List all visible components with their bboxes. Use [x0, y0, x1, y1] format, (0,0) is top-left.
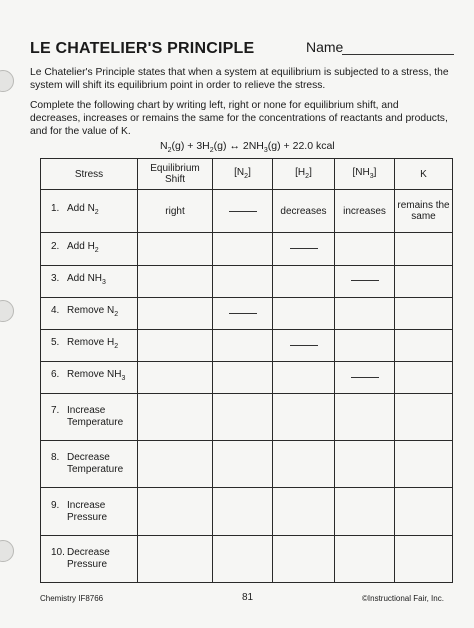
reaction-equation: [160, 140, 335, 154]
table-row: [41, 190, 453, 233]
name-label: Name: [306, 39, 344, 55]
stress-cell: 7. Increase Temperature: [41, 394, 138, 441]
shift-cell[interactable]: [138, 394, 213, 441]
shift-cell[interactable]: [138, 297, 213, 329]
n2-cell[interactable]: [213, 265, 273, 297]
table-row: [41, 361, 453, 393]
table-row: [41, 233, 453, 265]
stress-cell: 1. Add $N_2$: [41, 190, 138, 233]
shift-cell[interactable]: [138, 233, 213, 265]
shift-cell[interactable]: [138, 441, 213, 488]
n2-cell[interactable]: [213, 535, 273, 582]
shift-cell[interactable]: [138, 329, 213, 361]
header-nh3: $[NH_3]$: [335, 159, 395, 190]
nh3-cell[interactable]: [335, 233, 395, 265]
eq-reactant-2: 3H: [196, 140, 210, 152]
intro-paragraph: Le Chatelier's Principle states that when a system at equilibrium is subjected to a stress, the system will shift its equilibrium point in order to relieve the stress.: [30, 67, 449, 91]
table-row: [41, 329, 453, 361]
eq-plus: +: [187, 140, 194, 152]
footer-course: Chemistry IF8766: [40, 594, 104, 603]
k-cell[interactable]: [395, 441, 453, 488]
page-number: 81: [242, 592, 254, 603]
stress-cell: 2. Add $H_2$: [41, 233, 138, 265]
eq-state: (g): [171, 140, 185, 152]
h2-cell[interactable]: [273, 535, 335, 582]
header-equilibrium-shift: Equilibrium Shift: [138, 159, 213, 190]
h2-cell[interactable]: [273, 265, 335, 297]
k-cell[interactable]: remains the same: [395, 190, 453, 233]
nh3-cell[interactable]: [335, 394, 395, 441]
nh3-cell[interactable]: [335, 535, 395, 582]
h2-cell[interactable]: [273, 297, 335, 329]
eq-state: (g): [213, 140, 227, 152]
stress-cell: 6. Remove $NH_3$: [41, 361, 138, 393]
n2-cell[interactable]: [213, 441, 273, 488]
le-chatelier-chart: [40, 158, 453, 583]
k-cell[interactable]: [395, 535, 453, 582]
k-cell[interactable]: [395, 233, 453, 265]
binder-hole: [0, 300, 14, 322]
binder-hole: [0, 70, 14, 92]
n2-cell[interactable]: [213, 361, 273, 393]
nh3-cell[interactable]: increases: [335, 190, 395, 233]
h2-cell[interactable]: [273, 394, 335, 441]
table-row: [41, 265, 453, 297]
binder-margin: [0, 0, 18, 628]
header-h2: $[H_2]$: [273, 159, 335, 190]
nh3-cell[interactable]: [335, 329, 395, 361]
eq-sub: 2: [209, 147, 214, 155]
nh3-cell[interactable]: [335, 441, 395, 488]
k-cell[interactable]: [395, 394, 453, 441]
blank-line: [229, 313, 257, 314]
nh3-cell[interactable]: [335, 488, 395, 535]
eq-state: (g): [267, 140, 281, 152]
eq-sub: 2: [167, 147, 172, 155]
table-header-row: [41, 159, 453, 190]
header-n2: $[N_2]$: [213, 159, 273, 190]
equilibrium-arrow-icon: ↔: [229, 140, 240, 152]
header-stress: Stress: [41, 159, 138, 190]
h2-cell[interactable]: decreases: [273, 190, 335, 233]
h2-cell[interactable]: [273, 329, 335, 361]
h2-cell[interactable]: [273, 361, 335, 393]
shift-cell[interactable]: right: [138, 190, 213, 233]
stress-cell: 5. Remove $H_2$: [41, 329, 138, 361]
n2-cell[interactable]: [213, 233, 273, 265]
shift-cell[interactable]: [138, 265, 213, 297]
table-row: [41, 535, 453, 582]
name-field-line[interactable]: [342, 54, 454, 55]
stress-cell: 4. Remove $N_2$: [41, 297, 138, 329]
table-row: [41, 441, 453, 488]
k-cell[interactable]: [395, 488, 453, 535]
nh3-cell[interactable]: [335, 297, 395, 329]
h2-cell[interactable]: [273, 441, 335, 488]
shift-cell[interactable]: [138, 361, 213, 393]
blank-line: [290, 345, 318, 346]
n2-cell[interactable]: [213, 394, 273, 441]
eq-plus: +: [283, 140, 290, 152]
instructions-paragraph: Complete the following chart by writing left, right or none for equilibrium shift, and decreases, increases or remains the same for the concentrations of reactants and products, and for the value of K.: [30, 100, 448, 137]
eq-product: 2NH: [242, 140, 264, 152]
binder-hole: [0, 540, 14, 562]
shift-cell[interactable]: [138, 488, 213, 535]
nh3-cell[interactable]: [335, 361, 395, 393]
table-row: [41, 488, 453, 535]
blank-line: [229, 211, 257, 212]
blank-line: [351, 280, 379, 281]
blank-line: [290, 248, 318, 249]
header-k: K: [395, 159, 453, 190]
shift-cell[interactable]: [138, 535, 213, 582]
k-cell[interactable]: [395, 297, 453, 329]
k-cell[interactable]: [395, 329, 453, 361]
table-row: [41, 297, 453, 329]
table-row: [41, 394, 453, 441]
stress-cell: 9. Increase Pressure: [41, 488, 138, 535]
n2-cell[interactable]: [213, 190, 273, 233]
n2-cell[interactable]: [213, 488, 273, 535]
stress-cell: 8. Decrease Temperature: [41, 441, 138, 488]
eq-sub: 3: [263, 147, 268, 155]
n2-cell[interactable]: [213, 297, 273, 329]
stress-cell: 3. Add $NH_3$: [41, 265, 138, 297]
footer-copyright: ©Instructional Fair, Inc.: [362, 594, 444, 603]
eq-reactant-1: N: [160, 140, 168, 152]
h2-cell[interactable]: [273, 233, 335, 265]
eq-energy: 22.0 kcal: [292, 140, 335, 152]
k-cell[interactable]: [395, 265, 453, 297]
blank-line: [351, 377, 379, 378]
n2-cell[interactable]: [213, 329, 273, 361]
nh3-cell[interactable]: [335, 265, 395, 297]
h2-cell[interactable]: [273, 488, 335, 535]
worksheet-title: LE CHATELIER'S PRINCIPLE: [30, 40, 255, 57]
k-cell[interactable]: [395, 361, 453, 393]
stress-cell: 10. Decrease Pressure: [41, 535, 138, 582]
